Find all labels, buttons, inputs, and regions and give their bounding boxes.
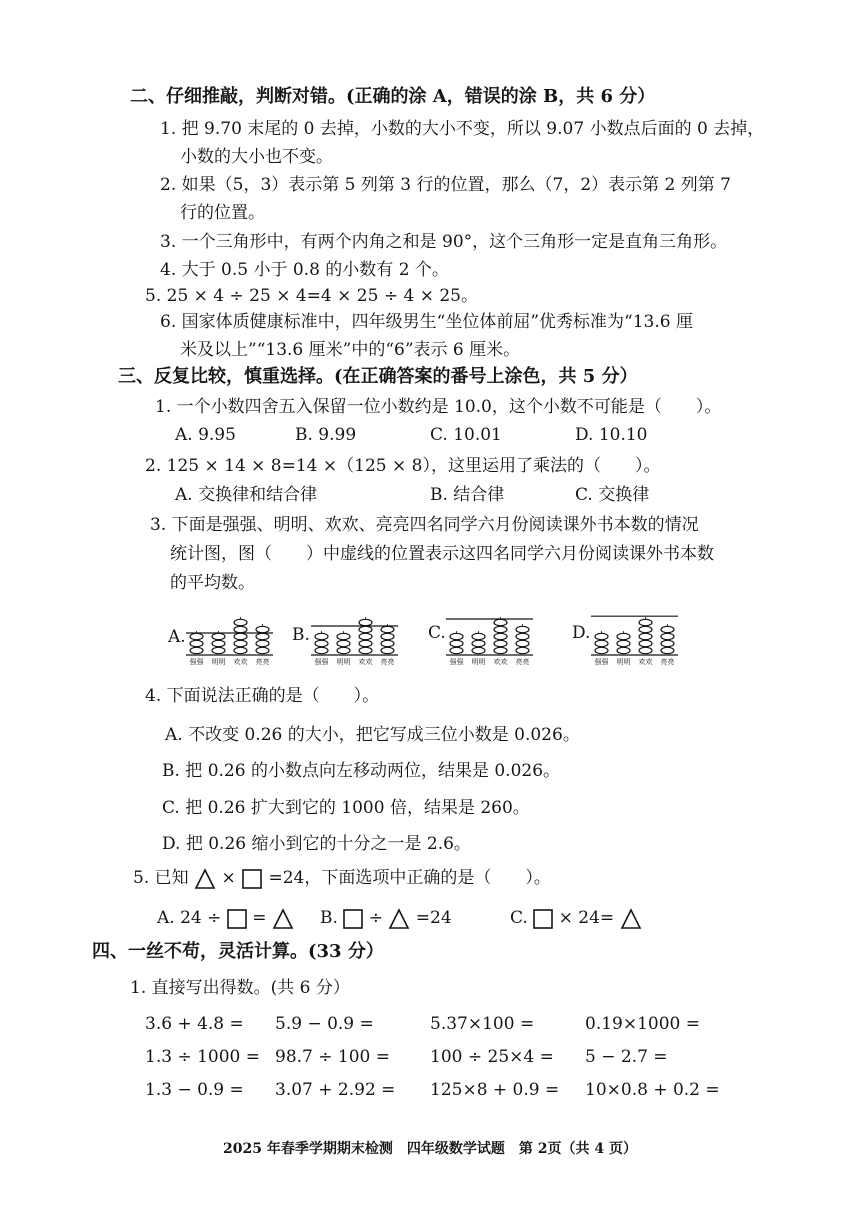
s3-q4-option-b[interactable]: B. 把 0.26 的小数点向左移动两位，结果是 0.026。 — [162, 761, 561, 781]
triangle-icon — [388, 908, 410, 930]
bead — [595, 640, 608, 646]
optC-label: C. — [510, 908, 528, 928]
s3-q1-option-c[interactable]: C. 10.01 — [430, 425, 502, 445]
s4-sub1: 1. 直接写出得数。(共 6 分） — [130, 978, 350, 998]
bead — [359, 647, 372, 653]
page-footer: 2025 年春季学期期末检测 四年级数学试题 第 2页（共 4 页） — [223, 1141, 637, 1157]
s3-q3-option-a[interactable]: A. — [168, 627, 186, 647]
bead — [494, 633, 507, 639]
calc-r3-c2: 3.07 + 2.92 = — [275, 1080, 396, 1100]
bead — [315, 633, 328, 639]
bead — [315, 640, 328, 646]
optB-mid: ÷ — [368, 908, 383, 928]
bead — [359, 633, 372, 639]
bead — [617, 640, 630, 646]
bead-name-label: 亮亮 — [515, 658, 530, 666]
s3-q1-option-d[interactable]: D. 10.10 — [575, 425, 648, 445]
optB-label: B. — [320, 908, 338, 928]
bead — [359, 626, 372, 632]
bead — [450, 647, 463, 653]
s3-q2-option-c[interactable]: C. 交换律 — [575, 485, 650, 505]
bead-name-label: 欢欢 — [358, 658, 373, 666]
bead-chart-panel — [186, 617, 273, 666]
s3-q5-option-b[interactable] — [320, 907, 452, 930]
optC-mid: × 24= — [558, 908, 615, 928]
section2-heading: 二、仔细推敲，判断对错。(正确的涂 A，错误的涂 B，共 6 分） — [130, 86, 656, 107]
bead — [256, 647, 269, 653]
s2-item5: 5. 25 × 4 ÷ 25 × 4=4 × 25 ÷ 4 × 25。 — [145, 286, 478, 306]
s3-q1-option-b[interactable]: B. 9.99 — [295, 425, 357, 445]
bead — [661, 626, 674, 632]
calc-r1-c1: 3.6 + 4.8 = — [145, 1014, 244, 1034]
bead — [494, 626, 507, 632]
calc-r2-c3: 100 ÷ 25×4 = — [430, 1047, 554, 1067]
bead — [315, 647, 328, 653]
bead — [359, 619, 372, 625]
bead — [617, 647, 630, 653]
bead — [595, 647, 608, 653]
bead-name-label: 亮亮 — [255, 658, 270, 666]
bead — [472, 647, 485, 653]
s3-q3-stem-line2: 统计图，图（ ）中虚线的位置表示这四名同学六月份阅读课外书本数 — [170, 544, 714, 564]
bead-name-label: 强强 — [594, 658, 609, 666]
bead — [617, 633, 630, 639]
bead — [381, 640, 394, 646]
triangle-icon — [194, 868, 216, 890]
bead — [234, 633, 247, 639]
bead-name-label: 欢欢 — [233, 658, 248, 666]
bead — [639, 647, 652, 653]
bead — [472, 633, 485, 639]
bead — [256, 633, 269, 639]
bead-name-label: 欢欢 — [638, 658, 653, 666]
bead-name-label: 明明 — [616, 658, 631, 666]
s3-q3-option-c[interactable]: C. — [428, 623, 446, 643]
bead — [516, 633, 529, 639]
bead — [661, 647, 674, 653]
s3-q2-stem: 2. 125 × 14 × 8=14 ×（125 × 8），这里运用了乘法的（ ）。 — [145, 456, 661, 476]
bead-name-label: 亮亮 — [380, 658, 395, 666]
bead-name-label: 欢欢 — [493, 658, 508, 666]
bead — [381, 647, 394, 653]
bead-chart-panel — [446, 617, 533, 666]
bead-name-label: 明明 — [336, 658, 351, 666]
bead-name-label: 明明 — [211, 658, 226, 666]
bead — [190, 640, 203, 646]
bead — [450, 633, 463, 639]
bead — [661, 633, 674, 639]
bead — [494, 619, 507, 625]
s3-q1-option-a[interactable]: A. 9.95 — [175, 425, 236, 445]
bead — [472, 640, 485, 646]
calc-r2-c1: 1.3 ÷ 1000 = — [145, 1047, 260, 1067]
section4-heading: 四、一丝不苟，灵活计算。(33 分） — [92, 941, 384, 962]
s3-q5-stem — [133, 867, 551, 890]
calc-r1-c4: 0.19×1000 = — [585, 1014, 701, 1034]
bead — [639, 626, 652, 632]
bead — [639, 640, 652, 646]
optB-end: =24 — [415, 908, 452, 928]
calc-r3-c4: 10×0.8 + 0.2 = — [585, 1080, 720, 1100]
s3-q3-option-b[interactable]: B. — [292, 625, 310, 645]
bead — [234, 640, 247, 646]
s3-q3-stem-line3: 的平均数。 — [170, 573, 255, 593]
bead-name-label: 强强 — [449, 658, 464, 666]
bead — [256, 640, 269, 646]
s2-item6-line2: 米及以上”“13.6 厘米”中的“6”表示 6 厘米。 — [180, 340, 521, 360]
calc-r2-c4: 5 − 2.7 = — [585, 1047, 668, 1067]
s2-item6-line1: 6. 国家体质健康标准中，四年级男生“坐位体前屈”优秀标准为“13.6 厘 — [160, 312, 693, 332]
bead-name-label: 强强 — [314, 658, 329, 666]
s3-q5-option-c[interactable] — [510, 907, 642, 930]
s3-q5-suffix: =24，下面选项中正确的是（ ）。 — [268, 868, 551, 888]
s3-q5-prefix: 5. 已知 — [133, 868, 189, 888]
s3-q4-option-a[interactable]: A. 不改变 0.26 的大小，把它写成三位小数是 0.026。 — [165, 725, 580, 745]
bead — [381, 626, 394, 632]
bead-chart-panel — [311, 617, 398, 666]
bead — [212, 633, 225, 639]
bead — [337, 633, 350, 639]
square-icon — [241, 868, 263, 890]
s3-q2-option-a[interactable]: A. 交换律和结合律 — [175, 485, 318, 505]
calc-r3-c3: 125×8 + 0.9 = — [430, 1080, 560, 1100]
bead — [234, 619, 247, 625]
bead — [234, 626, 247, 632]
bead — [212, 640, 225, 646]
s3-q2-option-b[interactable]: B. 结合律 — [430, 485, 505, 505]
section3-heading: 三、反复比较，慎重选择。(在正确答案的番号上涂色，共 5 分） — [118, 366, 638, 387]
square-icon — [227, 909, 247, 929]
calc-r2-c2: 98.7 ÷ 100 = — [275, 1047, 390, 1067]
triangle-icon — [272, 908, 294, 930]
square-icon — [533, 909, 553, 929]
bead-name-label: 明明 — [471, 658, 486, 666]
bead — [516, 626, 529, 632]
s2-item1-line1: 1. 把 9.70 末尾的 0 去掉，小数的大小不变，所以 9.07 小数点后面的 0 去掉， — [160, 119, 765, 139]
optA-label: A. 24 ÷ — [157, 908, 222, 928]
bead — [661, 640, 674, 646]
s2-item1-line2: 小数的大小也不变。 — [180, 147, 333, 167]
bead — [494, 647, 507, 653]
bead — [337, 647, 350, 653]
s2-item2-line1: 2. 如果（5，3）表示第 5 列第 3 行的位置，那么（7，2）表示第 2 列第 7 — [160, 175, 731, 195]
bead — [212, 647, 225, 653]
s2-item2-line2: 行的位置。 — [180, 203, 265, 223]
bead — [190, 633, 203, 639]
bead-name-label: 强强 — [189, 658, 204, 666]
s3-q4-stem: 4. 下面说法正确的是（ ）。 — [145, 686, 380, 706]
bead — [516, 647, 529, 653]
s3-q3-stem-line1: 3. 下面是强强、明明、欢欢、亮亮四名同学六月份阅读课外书本数的情况 — [150, 515, 699, 535]
s2-item3: 3. 一个三角形中，有两个内角之和是 90°，这个三角形一定是直角三角形。 — [160, 232, 728, 252]
s3-q3-option-d[interactable]: D. — [572, 623, 591, 643]
bead-chart-panel — [591, 616, 678, 666]
bead — [381, 633, 394, 639]
bead — [359, 640, 372, 646]
bead — [494, 640, 507, 646]
bead — [256, 626, 269, 632]
s3-q4-option-c[interactable]: C. 把 0.26 扩大到它的 1000 倍，结果是 260。 — [162, 798, 530, 818]
s3-q1-stem: 1. 一个小数四舍五入保留一位小数约是 10.0，这个小数不可能是（ ）。 — [155, 397, 722, 417]
bead — [639, 619, 652, 625]
bead — [337, 640, 350, 646]
bead — [234, 647, 247, 653]
calc-r1-c3: 5.37×100 = — [430, 1014, 535, 1034]
triangle-icon — [620, 908, 642, 930]
square-icon — [343, 909, 363, 929]
calc-r3-c1: 1.3 − 0.9 = — [145, 1080, 244, 1100]
bead — [516, 640, 529, 646]
bead — [639, 633, 652, 639]
bead — [190, 647, 203, 653]
s3-q5-option-a[interactable] — [157, 907, 294, 930]
s2-item4: 4. 大于 0.5 小于 0.8 的小数有 2 个。 — [160, 260, 449, 280]
calc-r1-c2: 5.9 − 0.9 = — [275, 1014, 374, 1034]
bead-name-label: 亮亮 — [660, 658, 675, 666]
optA-mid: = — [252, 908, 267, 928]
bead — [450, 640, 463, 646]
s3-q4-option-d[interactable]: D. 把 0.26 缩小到它的十分之一是 2.6。 — [162, 834, 471, 854]
bead — [595, 633, 608, 639]
s3-q5-times: × — [221, 868, 236, 888]
